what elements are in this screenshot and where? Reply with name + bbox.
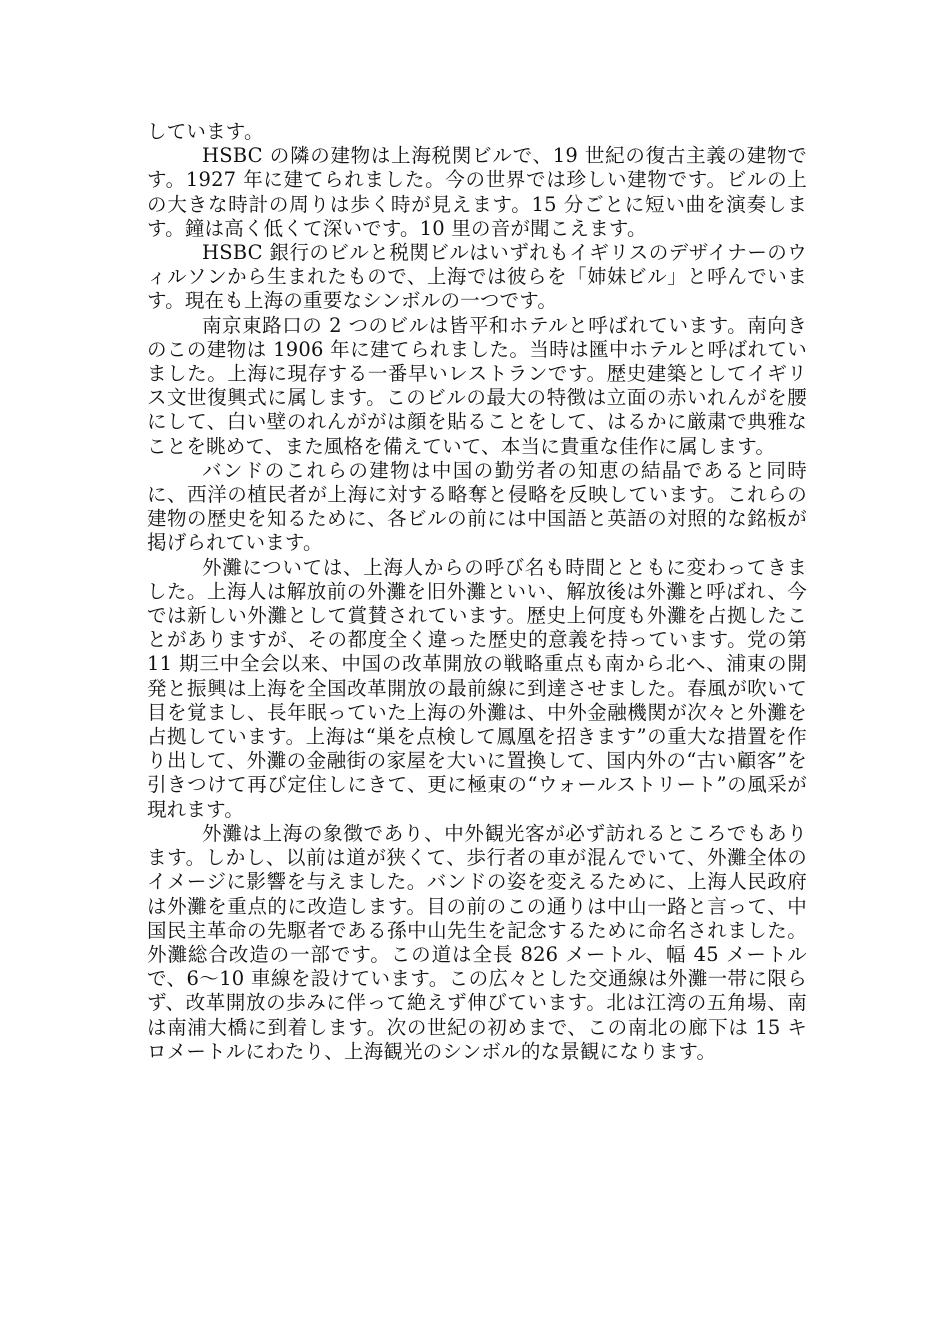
paragraph-peace-hotel: 南京東路口の 2 つのビルは皆平和ホテルと呼ばれています。南向きのこの建物は 1906 年に建てられました。当時は匯中ホテルと呼ばれていました。上海に現存する一番早いレストランです。歴史建築としてイギリス文世復興式に属します。このビルの最大の特徴は立面の赤いれんがを腰にして、白い壁のれんががは顔を貼ることをして、はるかに厳粛で典雅なことを眺めて、また風格を備えていて、本当に貴重な佳作に属します。 bbox=[147, 313, 807, 458]
paragraph-continuation: しています。 bbox=[147, 120, 264, 143]
paragraph-customs-building: HSBC の隣の建物は上海税関ビルで、19 世紀の復古主義の建物です。1927 年に建てられました。今の世界では珍しい建物です。ビルの上の大きな時計の周りは歩く時が見えます。15 分ごとに短い曲を演奏します。鐘は高く低くて深いです。10 里の音が聞こえます。 bbox=[147, 144, 807, 240]
paragraph-zhongshan-road: 外灘は上海の象徴であり、中外観光客が必ず訪れるところでもあります。しかし、以前は道が狭くて、歩行者の車が混んでいて、外灘全体のイメージに影響を与えました。バンドの姿を変えるために、上海人民政府は外灘を重点的に改造します。目の前のこの通りは中山一路と言って、中国民主革命の先駆者である孫中山先生を記念するために命名されました。外灘総合改造の一部です。この道は全長 826 メートル、幅 45 メートルで、6～10 車線を設けています。この広々とした交通線は外灘一帯に限らず、改革開放の歩みに伴って絶えず伸びています。北は江湾の五角場、南は南浦大橋に到着します。次の世紀の初めまで、この南北の廊下は 15 キロメートルにわたり、上海観光のシンボル的な景観になります。 bbox=[147, 821, 807, 1063]
paragraph-sister-buildings: HSBC 銀行のビルと税関ビルはいずれもイギリスのデザイナーのウィルソンから生まれたもので、上海では彼らを「姉妹ビル」と呼んでいます。現在も上海の重要なシンボルの一つです。 bbox=[147, 241, 807, 313]
paragraph-bund-names: 外灘については、上海人からの呼び名も時間とともに変わってきました。上海人は解放前の外灘を旧外灘といい、解放後は外灘と呼ばれ、今では新しい外灘として賞賛されています。歴史上何度も外灘を占拠したことがありますが、その都度全く違った歴史的意義を持っています。党の第 11 期三中全会以来、中国の改革開放の戦略重点も南から北へ、浦東の開発と振興は上海を全国改革開放の最前線に到達させました。春風が吹いて目を覚まし、長年眠っていた上海の外灘は、中外金融機関が次々と外灘を占拠しています。上海は“巣を点検して鳳凰を招きます”の重大な措置を作り出して、外灘の金融街の家屋を大いに置換して、国内外の“古い顧客”を引きつけて再び定住しにきて、更に極東の“ウォールストリート”の風采が現れます。 bbox=[147, 555, 807, 821]
paragraph-bund-buildings: バンドのこれらの建物は中国の勤労者の知恵の結晶であると同時に、西洋の植民者が上海に対する略奪と侵略を反映しています。これらの建物の歴史を知るために、各ビルの前には中国語と英語の対照的な銘板が掲げられています。 bbox=[147, 458, 807, 555]
document-body bbox=[147, 120, 807, 1064]
